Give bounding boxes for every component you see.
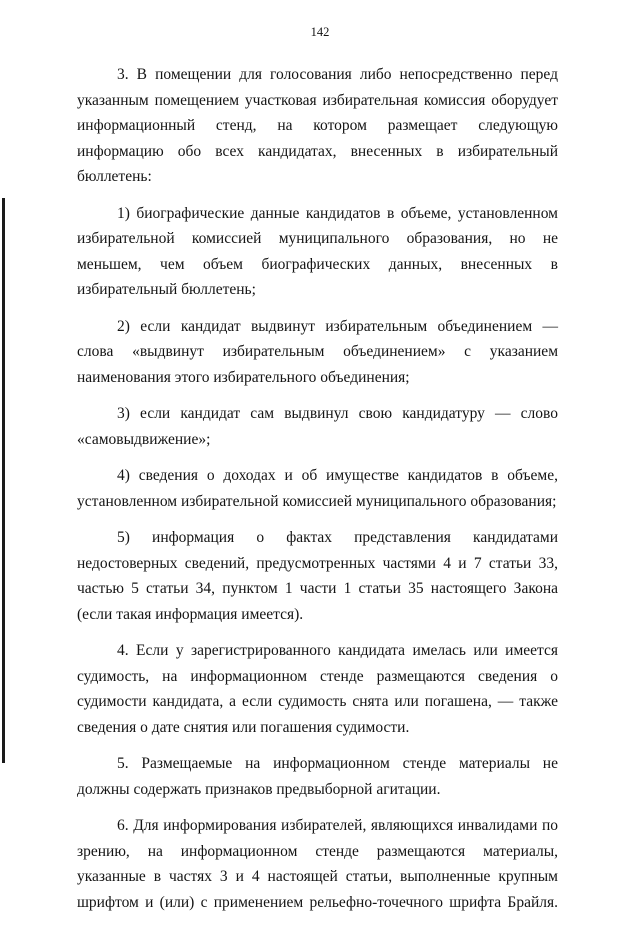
page-number: 142 — [310, 25, 330, 39]
paragraph-5: 5. Размещаемые на информационном стенде материалы не должны содержать признаков предвыборной агитации. — [77, 755, 558, 798]
list-item-1: 1) биографические данные кандидатов в объеме, установленном избирательной комиссией муниципального образования, но не меньшем, чем объем биографических данных, внесенных в избирательный бюллетень; — [77, 204, 558, 298]
list-item-3: 3) если кандидат сам выдвинул свою кандидатуру — слово «самовыдвижение»; — [77, 405, 558, 448]
paragraph-3-intro: 3. В помещении для голосования либо непосредственно перед указанным помещением участковая избирательная комиссия оборудует информационный стенд, на котором размещает следующую информацию обо всех кандидатах, внесенных в избирательный бюллетень: — [77, 66, 558, 185]
document-body — [77, 62, 558, 926]
list-item-2: 2) если кандидат выдвинут избирательным объединением — слова «выдвинут избирательным объединением» с указанием наименования этого избирательного объединения; — [77, 317, 558, 386]
scan-edge-mark — [2, 198, 5, 763]
list-item-4: 4) сведения о доходах и об имуществе кандидатов в объеме, установленном избирательной комиссией муниципального образования; — [77, 467, 558, 510]
paragraph-4: 4. Если у зарегистрированного кандидата имелась или имеется судимость, на информационном стенде размещаются сведения о судимости кандидата, а если судимость снята или погашена, — также сведения о дате снятия или погашения судимости. — [77, 642, 558, 736]
paragraph-6: 6. Для информирования избирателей, являющихся инвалидами по зрению, на информационном стенде размещаются материалы, указанные в частях 3 и 4 настоящей статьи, выполненные крупным шрифтом и (или) с применением рельефно-точечного шрифта Брайля. — [77, 817, 558, 911]
list-item-5: 5) информация о фактах представления кандидатами недостоверных сведений, предусмотренных частями 4 и 7 статьи 33, частью 5 статьи 34, пунктом 1 части 1 статьи 35 настоящего Закона (если такая информация имеется). — [77, 529, 558, 623]
